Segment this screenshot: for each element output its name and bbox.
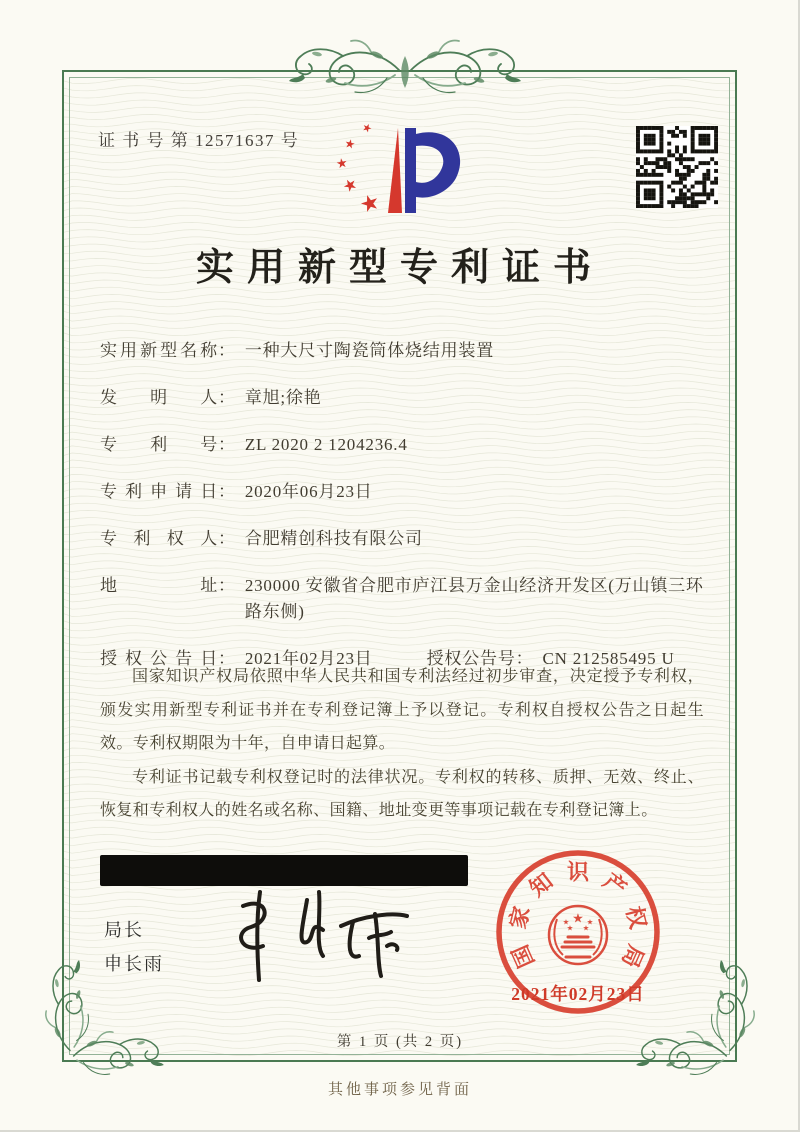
field-value: 230000 安徽省合肥市庐江县万金山经济开发区(万山镇三环路东侧) xyxy=(244,576,704,621)
seal-char: 识 xyxy=(566,859,590,885)
field-label: 地址 xyxy=(100,576,218,595)
svg-text:★: ★ xyxy=(582,923,590,933)
field-value: ZL 2020 2 1204236.4 xyxy=(244,435,408,454)
svg-text:★: ★ xyxy=(566,923,574,933)
field-address: 地址 ： 230000 安徽省合肥市庐江县万金山经济开发区(万山镇三环路东侧) xyxy=(100,573,704,625)
field-label: 专利申请日 xyxy=(100,482,218,501)
svg-text:★: ★ xyxy=(343,136,357,152)
certificate-number: 证 书 号 第 12571637 号 xyxy=(98,131,300,150)
svg-text:★: ★ xyxy=(334,155,350,173)
field-filing-date: 专利申请日 ： 2020年06月23日 xyxy=(100,479,704,505)
legal-paragraph-1: 国家知识产权局依照中华人民共和国专利法经过初步审查，决定授予专利权，颁发实用新型专利证书并在专利登记簿上予以登记。专利权自授权公告之日起生效。专利权期限为十年，自申请日起算。 xyxy=(100,668,704,752)
legal-paragraph-2: 专利证书记载专利权登记时的法律状况。专利权的转移、质押、无效、终止、恢复和专利权人的姓名或名称、国籍、地址变更等事项记载在专利登记簿上。 xyxy=(100,768,704,819)
field-utility-model-name: 实用新型名称 ： 一种大尺寸陶瓷筒体烧结用装置 xyxy=(100,338,704,364)
field-patent-number: 专利号 ： ZL 2020 2 1204236.4 xyxy=(100,432,704,458)
back-side-note: 其他事项参见背面 xyxy=(327,1082,472,1098)
field-label: 专利权人 xyxy=(100,529,218,548)
grant-date-value: 2021年02月23日 xyxy=(244,649,373,668)
seal-char: 局 xyxy=(616,941,649,972)
seal-char: 国 xyxy=(507,941,540,972)
seal-char: 知 xyxy=(524,868,558,902)
seal-date: 2021年02月23日 xyxy=(511,984,645,1004)
svg-text:★: ★ xyxy=(562,917,570,927)
svg-text:★: ★ xyxy=(359,120,375,136)
seal-char: 权 xyxy=(621,903,651,932)
seal-char: 产 xyxy=(598,868,632,902)
certificate-title: 实用新型专利证书 xyxy=(195,247,604,289)
field-label: 实用新型名称 xyxy=(100,341,218,360)
field-value: 章旭;徐艳 xyxy=(244,388,322,407)
field-label: 发明人 xyxy=(100,388,218,407)
field-value: 2020年06月23日 xyxy=(244,482,373,501)
field-value: 合肥精创科技有限公司 xyxy=(244,529,423,548)
commissioner-title: 局长 xyxy=(104,920,144,940)
field-label: 授权公告日 xyxy=(100,649,218,668)
field-value: 一种大尺寸陶瓷筒体烧结用装置 xyxy=(244,341,495,360)
field-label: 专利号 xyxy=(100,435,218,454)
field-label: 授权公告号 xyxy=(426,649,516,668)
svg-text:★: ★ xyxy=(339,173,361,197)
commissioner-name: 申长雨 xyxy=(104,954,164,974)
svg-text:★: ★ xyxy=(586,917,594,927)
redaction-bar xyxy=(100,855,468,886)
legal-text xyxy=(100,660,704,828)
field-grant-announcement: 授权公告日 ： 2021年02月23日 授权公告号 ： CN 212585495 U xyxy=(100,646,704,672)
seal-char: 家 xyxy=(505,903,535,932)
svg-text:★: ★ xyxy=(572,911,584,927)
field-patentee: 专利权人 ： 合肥精创科技有限公司 xyxy=(100,526,704,552)
field-inventor: 发明人 ： 章旭;徐艳 xyxy=(100,385,704,411)
page-number: 第 1 页 (共 2 页) xyxy=(336,1034,464,1050)
grant-number-value: CN 212585495 U xyxy=(542,649,675,668)
svg-text:★: ★ xyxy=(356,189,384,219)
certificate-fields xyxy=(100,338,704,693)
